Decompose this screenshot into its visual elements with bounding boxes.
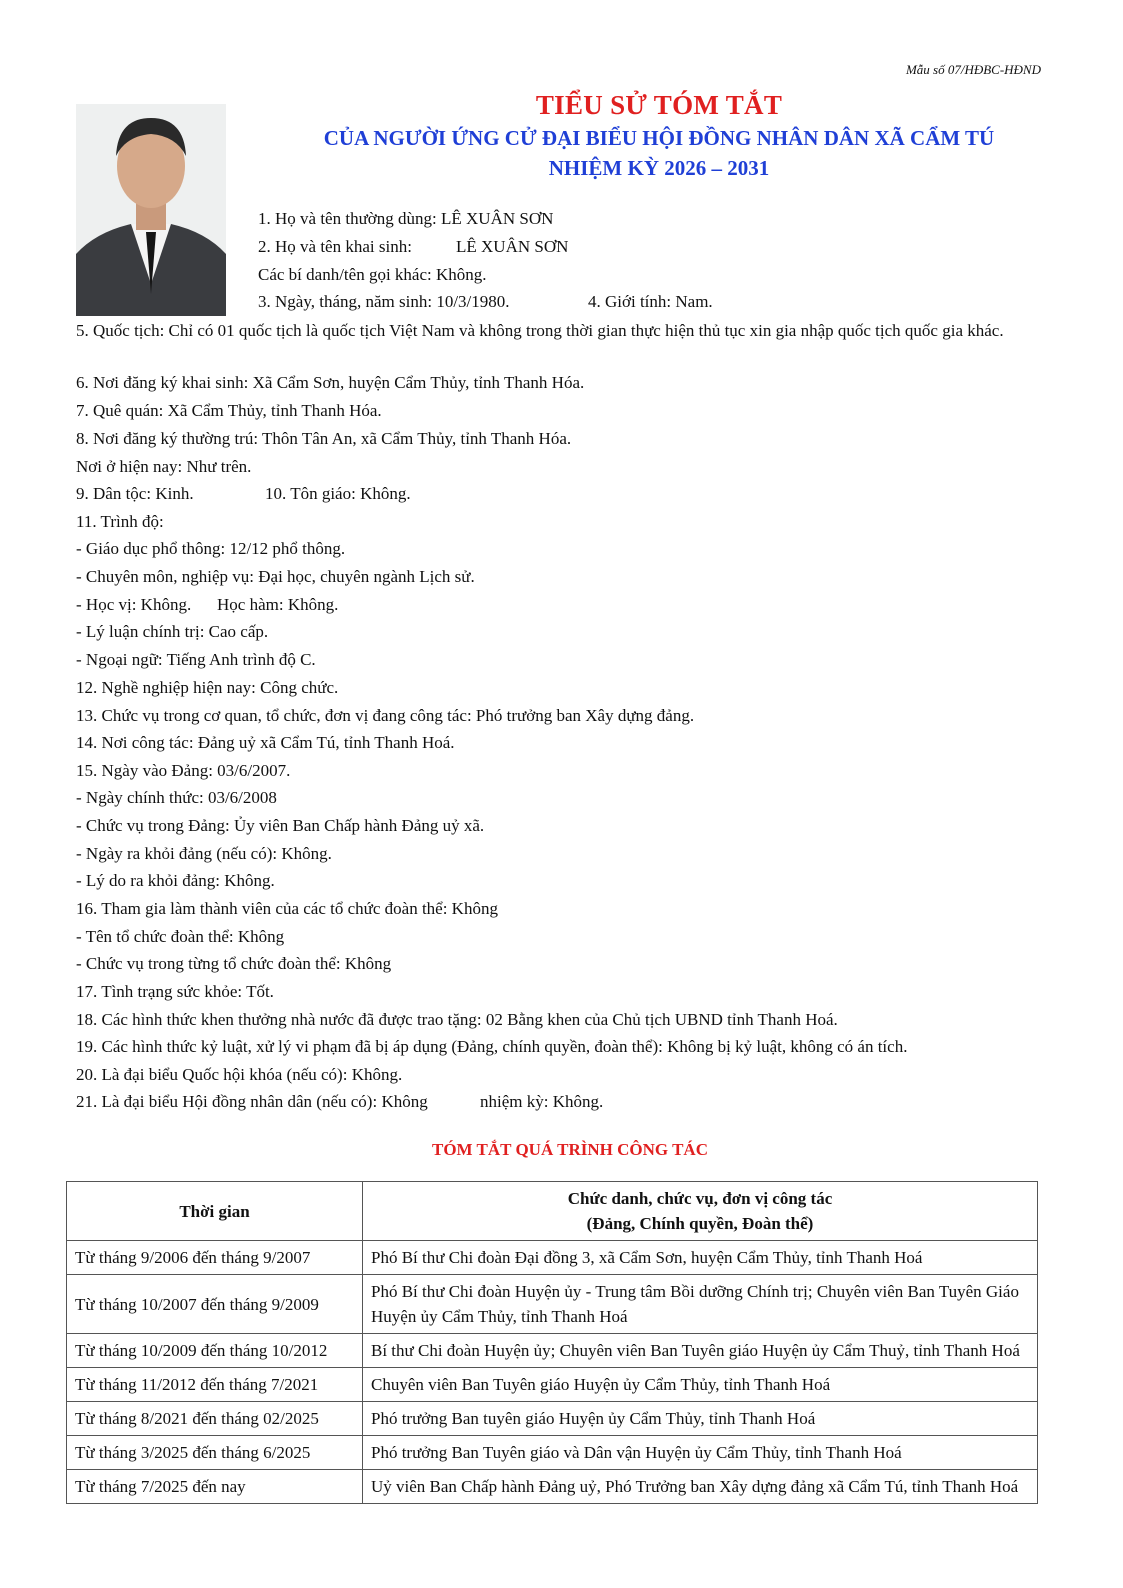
general-education: - Giáo dục phổ thông: 12/12 phổ thông. — [76, 539, 346, 558]
column-header-position-line1: Chức danh, chức vụ, đơn vị công tác — [567, 1189, 833, 1208]
hometown: 7. Quê quán: Xã Cẩm Thủy, tỉnh Thanh Hóa. — [76, 401, 382, 420]
table-row — [67, 1275, 1038, 1334]
career-section-title: TÓM TẮT QUÁ TRÌNH CÔNG TÁC — [432, 1140, 708, 1159]
academic-title: Học hàm: Không. — [217, 595, 339, 614]
common-name: 1. Họ và tên thường dùng: LÊ XUÂN SƠN — [258, 209, 554, 228]
table-row — [67, 1402, 1038, 1436]
party-leave-reason: - Lý do ra khỏi đảng: Không. — [76, 871, 275, 890]
party-join-date: 15. Ngày vào Đảng: 03/6/2007. — [76, 761, 291, 780]
birth-registration: 6. Nơi đăng ký khai sinh: Xã Cẩm Sơn, huyện Cẩm Thủy, tỉnh Thanh Hóa. — [76, 373, 585, 392]
row-position: Uỷ viên Ban Chấp hành Đảng uỷ, Phó Trưởng ban Xây dựng đảng xã Cẩm Tú, tỉnh Thanh Hoá — [363, 1470, 1038, 1504]
permanent-residence: 8. Nơi đăng ký thường trú: Thôn Tân An, xã Cẩm Thủy, tỉnh Thanh Hóa. — [76, 429, 572, 448]
row-position: Phó Bí thư Chi đoàn Huyện ủy - Trung tâm Bồi dưỡng Chính trị; Chuyên viên Ban Tuyên Giáo Huyện ủy Cẩm Thủy, tỉnh Thanh Hoá — [363, 1275, 1038, 1334]
row-position: Phó trưởng Ban Tuyên giáo và Dân vận Huyện ủy Cẩm Thủy, tỉnh Thanh Hoá — [363, 1436, 1038, 1470]
row-position: Phó trưởng Ban tuyên giáo Huyện ủy Cẩm Thủy, tỉnh Thanh Hoá — [363, 1402, 1038, 1436]
row-time: Từ tháng 9/2006 đến tháng 9/2007 — [67, 1241, 363, 1275]
current-address: Nơi ở hiện nay: Như trên. — [76, 457, 252, 476]
occupation: 12. Nghề nghiệp hiện nay: Công chức. — [76, 678, 339, 697]
organization-names: - Tên tổ chức đoàn thể: Không — [76, 927, 285, 946]
row-time: Từ tháng 3/2025 đến tháng 6/2025 — [67, 1436, 363, 1470]
row-position: Chuyên viên Ban Tuyên giáo Huyện ủy Cẩm Thủy, tỉnh Thanh Hoá — [363, 1368, 1038, 1402]
workplace: 14. Nơi công tác: Đảng uỷ xã Cẩm Tú, tỉnh Thanh Hoá. — [76, 733, 455, 752]
row-time: Từ tháng 8/2021 đến tháng 02/2025 — [67, 1402, 363, 1436]
document-title: TIỂU SỬ TÓM TẮT — [535, 90, 783, 120]
career-table — [66, 1181, 1038, 1504]
table-row — [67, 1334, 1038, 1368]
table-row — [67, 1368, 1038, 1402]
national-assembly-delegate: 20. Là đại biểu Quốc hội khóa (nếu có): Không. — [76, 1065, 403, 1084]
birth-name-value: LÊ XUÂN SƠN — [456, 237, 569, 256]
people-council-delegate: 21. Là đại biểu Hội đồng nhân dân (nếu có): Không — [76, 1092, 428, 1111]
organizations: 16. Tham gia làm thành viên của các tổ chức đoàn thể: Không — [76, 899, 498, 918]
specialty: - Chuyên môn, nghiệp vụ: Đại học, chuyên ngành Lịch sử. — [76, 567, 475, 586]
religion: 10. Tôn giáo: Không. — [265, 484, 411, 503]
row-time: Từ tháng 11/2012 đến tháng 7/2021 — [67, 1368, 363, 1402]
discipline: 19. Các hình thức kỷ luật, xử lý vi phạm đã bị áp dụng (Đảng, chính quyền, đoàn thể): Không bị kỷ luật, không có án tích. — [76, 1037, 908, 1056]
table-row — [67, 1241, 1038, 1275]
party-position: - Chức vụ trong Đảng: Ủy viên Ban Chấp hành Đảng uỷ xã. — [76, 816, 485, 835]
table-row — [67, 1436, 1038, 1470]
foreign-language: - Ngoại ngữ: Tiếng Anh trình độ C. — [76, 650, 316, 669]
row-position: Bí thư Chi đoàn Huyện ủy; Chuyên viên Ban Tuyên giáo Huyện ủy Cẩm Thuỷ, tỉnh Thanh Hoá — [363, 1334, 1038, 1368]
nationality: 5. Quốc tịch: Chỉ có 01 quốc tịch là quốc tịch Việt Nam và không trong thời gian thực hiện thủ tục xin gia nhập quốc tịch quốc gia khác. — [76, 321, 1004, 340]
people-council-term: nhiệm kỳ: Không. — [480, 1092, 604, 1111]
row-time: Từ tháng 7/2025 đến nay — [67, 1470, 363, 1504]
party-official-date: - Ngày chính thức: 03/6/2008 — [76, 788, 277, 807]
gender: 4. Giới tính: Nam. — [588, 292, 713, 311]
political-theory: - Lý luận chính trị: Cao cấp. — [76, 622, 269, 641]
row-position: Phó Bí thư Chi đoàn Đại đồng 3, xã Cẩm Sơn, huyện Cẩm Thủy, tỉnh Thanh Hoá — [363, 1241, 1038, 1275]
awards: 18. Các hình thức khen thưởng nhà nước đã được trao tặng: 02 Bằng khen của Chủ tịch UBND tỉnh Thanh Hoá. — [76, 1010, 838, 1029]
form-number: Mẫu số 07/HĐBC-HĐND — [905, 62, 1041, 77]
academic-degree: - Học vị: Không. — [76, 595, 192, 614]
birth-name-label: 2. Họ và tên khai sinh: — [258, 237, 412, 256]
document-term: NHIỆM KỲ 2026 – 2031 — [548, 156, 770, 180]
table-row — [67, 1470, 1038, 1504]
column-header-position — [363, 1182, 1038, 1241]
party-leave-date: - Ngày ra khỏi đảng (nếu có): Không. — [76, 844, 332, 863]
health-status: 17. Tình trạng sức khỏe: Tốt. — [76, 982, 274, 1001]
row-time: Từ tháng 10/2009 đến tháng 10/2012 — [67, 1334, 363, 1368]
column-header-position-line2: (Đảng, Chính quyền, Đoàn thể) — [586, 1214, 814, 1233]
date-of-birth: 3. Ngày, tháng, năm sinh: 10/3/1980. — [258, 292, 510, 311]
ethnicity: 9. Dân tộc: Kinh. — [76, 484, 194, 503]
education-header: 11. Trình độ: — [76, 512, 164, 531]
column-header-time: Thời gian — [67, 1182, 363, 1241]
aliases: Các bí danh/tên gọi khác: Không. — [258, 265, 487, 284]
document-subtitle: CỦA NGƯỜI ỨNG CỬ ĐẠI BIỂU HỘI ĐỒNG NHÂN DÂN XÃ CẨM TÚ — [323, 126, 995, 150]
career-table-header — [67, 1182, 1038, 1241]
organization-positions: - Chức vụ trong từng tổ chức đoàn thể: Không — [76, 954, 392, 973]
current-position: 13. Chức vụ trong cơ quan, tổ chức, đơn vị đang công tác: Phó trưởng ban Xây dựng đảng. — [76, 706, 695, 725]
row-time: Từ tháng 10/2007 đến tháng 9/2009 — [67, 1275, 363, 1334]
